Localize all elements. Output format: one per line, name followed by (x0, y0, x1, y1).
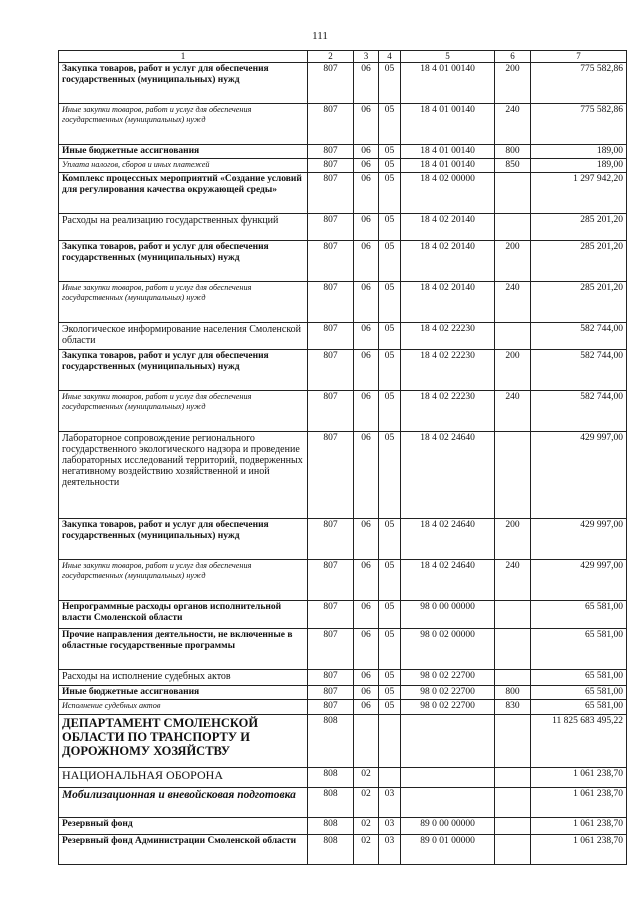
cell-expense-type (495, 788, 531, 818)
cell-ministry-code: 807 (308, 63, 354, 104)
cell-target-article: 18 4 02 00000 (401, 173, 495, 214)
cell-subsection-code: 05 (379, 391, 401, 432)
cell-section-code: 06 (354, 629, 379, 670)
table-header-row (59, 51, 627, 63)
cell-section-code: 02 (354, 818, 379, 835)
row-label: Иные закупки товаров, работ и услуг для обеспечения государственных (муниципальных) нужд (59, 104, 308, 145)
cell-section-code: 06 (354, 519, 379, 560)
row-label: Экологическое информирование населения Смоленской области (59, 323, 308, 350)
cell-ministry-code: 807 (308, 601, 354, 629)
cell-target-article: 18 4 01 00140 (401, 159, 495, 173)
cell-expense-type (495, 670, 531, 686)
cell-section-code: 06 (354, 173, 379, 214)
cell-target-article: 89 0 00 00000 (401, 818, 495, 835)
cell-amount: 65 581,00 (531, 686, 627, 700)
header-cell: 2 (308, 51, 354, 63)
cell-section-code: 06 (354, 145, 379, 159)
cell-amount: 1 061 238,70 (531, 835, 627, 865)
cell-expense-type: 200 (495, 241, 531, 282)
row-label: Уплата налогов, сборов и иных платежей (59, 159, 308, 173)
cell-section-code: 06 (354, 104, 379, 145)
cell-ministry-code: 807 (308, 323, 354, 350)
cell-subsection-code: 05 (379, 214, 401, 241)
table-row (59, 601, 627, 629)
cell-target-article: 18 4 02 24640 (401, 432, 495, 519)
cell-expense-type (495, 214, 531, 241)
cell-expense-type (495, 818, 531, 835)
cell-target-article: 18 4 02 22230 (401, 323, 495, 350)
table-row (59, 432, 627, 519)
table-row (59, 145, 627, 159)
cell-target-article: 18 4 02 24640 (401, 519, 495, 560)
cell-ministry-code: 807 (308, 145, 354, 159)
table-row (59, 768, 627, 788)
cell-ministry-code: 808 (308, 835, 354, 865)
cell-amount: 429 997,00 (531, 560, 627, 601)
table-row (59, 241, 627, 282)
row-label: Комплекс процессных мероприятий «Создание условий для регулирования качества окружающей среды» (59, 173, 308, 214)
cell-section-code: 02 (354, 768, 379, 788)
table-row (59, 670, 627, 686)
cell-expense-type (495, 768, 531, 788)
table-row (59, 104, 627, 145)
table-row (59, 560, 627, 601)
cell-expense-type: 850 (495, 159, 531, 173)
cell-subsection-code: 05 (379, 560, 401, 601)
cell-section-code: 06 (354, 601, 379, 629)
cell-amount: 285 201,20 (531, 282, 627, 323)
row-label: Иные бюджетные ассигнования (59, 145, 308, 159)
cell-section-code: 06 (354, 241, 379, 282)
cell-amount: 1 297 942,20 (531, 173, 627, 214)
table-row (59, 629, 627, 670)
cell-subsection-code (379, 715, 401, 768)
row-label: Расходы на реализацию государственных функций (59, 214, 308, 241)
cell-ministry-code: 807 (308, 173, 354, 214)
cell-target-article: 98 0 00 00000 (401, 601, 495, 629)
table-row (59, 686, 627, 700)
cell-subsection-code: 03 (379, 818, 401, 835)
cell-expense-type: 240 (495, 560, 531, 601)
cell-section-code: 06 (354, 159, 379, 173)
header-cell: 5 (401, 51, 495, 63)
table-row (59, 350, 627, 391)
cell-target-article: 18 4 01 00140 (401, 63, 495, 104)
header-cell: 1 (59, 51, 308, 63)
cell-amount: 189,00 (531, 145, 627, 159)
row-label: Иные закупки товаров, работ и услуг для обеспечения государственных (муниципальных) нужд (59, 560, 308, 601)
cell-amount: 65 581,00 (531, 700, 627, 715)
table-row (59, 173, 627, 214)
page-number: 111 (312, 30, 328, 42)
cell-expense-type: 200 (495, 63, 531, 104)
cell-section-code: 06 (354, 670, 379, 686)
cell-expense-type: 800 (495, 145, 531, 159)
cell-ministry-code: 807 (308, 104, 354, 145)
cell-target-article: 18 4 01 00140 (401, 104, 495, 145)
table-row (59, 788, 627, 818)
header-cell: 4 (379, 51, 401, 63)
cell-subsection-code: 03 (379, 788, 401, 818)
row-label: Резервный фонд Администрации Смоленской области (59, 835, 308, 865)
cell-ministry-code: 808 (308, 715, 354, 768)
cell-subsection-code: 05 (379, 323, 401, 350)
cell-amount: 582 744,00 (531, 391, 627, 432)
cell-ministry-code: 807 (308, 391, 354, 432)
header-cell: 6 (495, 51, 531, 63)
cell-target-article: 18 4 02 22230 (401, 350, 495, 391)
cell-amount: 65 581,00 (531, 601, 627, 629)
cell-ministry-code: 807 (308, 519, 354, 560)
table-row (59, 391, 627, 432)
cell-amount: 1 061 238,70 (531, 788, 627, 818)
cell-subsection-code: 05 (379, 63, 401, 104)
cell-target-article: 98 0 02 00000 (401, 629, 495, 670)
cell-expense-type (495, 323, 531, 350)
cell-amount: 429 997,00 (531, 519, 627, 560)
cell-amount: 582 744,00 (531, 350, 627, 391)
cell-target-article: 18 4 01 00140 (401, 145, 495, 159)
row-label: Резервный фонд (59, 818, 308, 835)
cell-subsection-code: 05 (379, 519, 401, 560)
cell-section-code: 06 (354, 350, 379, 391)
cell-expense-type: 240 (495, 104, 531, 145)
cell-section-code: 06 (354, 214, 379, 241)
row-label: Иные бюджетные ассигнования (59, 686, 308, 700)
cell-target-article: 18 4 02 20140 (401, 282, 495, 323)
cell-ministry-code: 807 (308, 350, 354, 391)
row-label: Иные закупки товаров, работ и услуг для обеспечения государственных (муниципальных) нужд (59, 391, 308, 432)
cell-subsection-code: 05 (379, 104, 401, 145)
cell-expense-type (495, 601, 531, 629)
table-row (59, 323, 627, 350)
cell-section-code: 06 (354, 432, 379, 519)
table-row (59, 519, 627, 560)
row-label: Закупка товаров, работ и услуг для обеспечения государственных (муниципальных) нужд (59, 241, 308, 282)
cell-ministry-code: 808 (308, 818, 354, 835)
table-row (59, 214, 627, 241)
cell-subsection-code: 05 (379, 282, 401, 323)
cell-section-code: 06 (354, 282, 379, 323)
cell-section-code: 02 (354, 788, 379, 818)
cell-target-article: 98 0 02 22700 (401, 670, 495, 686)
row-label: Прочие направления деятельности, не включенные в областные государственные программы (59, 629, 308, 670)
cell-subsection-code: 05 (379, 145, 401, 159)
cell-ministry-code: 807 (308, 700, 354, 715)
cell-ministry-code: 807 (308, 629, 354, 670)
cell-amount: 189,00 (531, 159, 627, 173)
table-row (59, 700, 627, 715)
cell-ministry-code: 807 (308, 159, 354, 173)
cell-section-code: 06 (354, 686, 379, 700)
row-label: НАЦИОНАЛЬНАЯ ОБОРОНА (59, 768, 308, 788)
header-cell: 7 (531, 51, 627, 63)
cell-amount: 582 744,00 (531, 323, 627, 350)
cell-amount: 65 581,00 (531, 670, 627, 686)
row-label: Расходы на исполнение судебных актов (59, 670, 308, 686)
cell-amount: 429 997,00 (531, 432, 627, 519)
cell-target-article: 98 0 02 22700 (401, 700, 495, 715)
row-label: Иные закупки товаров, работ и услуг для обеспечения государственных (муниципальных) нужд (59, 282, 308, 323)
cell-ministry-code: 808 (308, 788, 354, 818)
cell-expense-type: 830 (495, 700, 531, 715)
cell-expense-type (495, 715, 531, 768)
cell-expense-type (495, 629, 531, 670)
table-row (59, 63, 627, 104)
cell-target-article: 89 0 01 00000 (401, 835, 495, 865)
cell-target-article: 18 4 02 20140 (401, 241, 495, 282)
cell-ministry-code: 807 (308, 560, 354, 601)
cell-amount: 65 581,00 (531, 629, 627, 670)
table-row (59, 159, 627, 173)
cell-subsection-code (379, 768, 401, 788)
cell-subsection-code: 05 (379, 700, 401, 715)
table-row (59, 818, 627, 835)
cell-ministry-code: 808 (308, 768, 354, 788)
cell-subsection-code: 03 (379, 835, 401, 865)
row-label: Лабораторное сопровождение регионального государственного экологического надзора и проведение лабораторных исследований территорий, подверженных негативному воздействию хозяйственной и иной деятельности (59, 432, 308, 519)
row-label: Закупка товаров, работ и услуг для обеспечения государственных (муниципальных) нужд (59, 350, 308, 391)
cell-ministry-code: 807 (308, 214, 354, 241)
cell-target-article: 18 4 02 20140 (401, 214, 495, 241)
row-label: Закупка товаров, работ и услуг для обеспечения государственных (муниципальных) нужд (59, 63, 308, 104)
cell-expense-type (495, 173, 531, 214)
cell-subsection-code: 05 (379, 241, 401, 282)
cell-amount: 1 061 238,70 (531, 768, 627, 788)
cell-ministry-code: 807 (308, 432, 354, 519)
cell-expense-type: 240 (495, 282, 531, 323)
cell-target-article (401, 788, 495, 818)
cell-subsection-code: 05 (379, 173, 401, 214)
cell-ministry-code: 807 (308, 686, 354, 700)
cell-target-article (401, 768, 495, 788)
cell-expense-type: 240 (495, 391, 531, 432)
cell-subsection-code: 05 (379, 629, 401, 670)
cell-section-code: 02 (354, 835, 379, 865)
cell-subsection-code: 05 (379, 432, 401, 519)
table-row (59, 715, 627, 768)
cell-subsection-code: 05 (379, 159, 401, 173)
cell-subsection-code: 05 (379, 350, 401, 391)
row-label: ДЕПАРТАМЕНТ СМОЛЕНСКОЙ ОБЛАСТИ ПО ТРАНСПОРТУ И ДОРОЖНОМУ ХОЗЯЙСТВУ (59, 715, 308, 768)
cell-section-code: 06 (354, 560, 379, 601)
cell-expense-type: 200 (495, 519, 531, 560)
cell-amount: 775 582,86 (531, 104, 627, 145)
cell-amount: 775 582,86 (531, 63, 627, 104)
row-label: Закупка товаров, работ и услуг для обеспечения государственных (муниципальных) нужд (59, 519, 308, 560)
cell-expense-type: 200 (495, 350, 531, 391)
cell-ministry-code: 807 (308, 282, 354, 323)
cell-ministry-code: 807 (308, 670, 354, 686)
cell-target-article (401, 715, 495, 768)
cell-section-code: 06 (354, 323, 379, 350)
row-label: Мобилизационная и вневойсковая подготовка (59, 788, 308, 818)
cell-subsection-code: 05 (379, 670, 401, 686)
table-row (59, 282, 627, 323)
cell-target-article: 18 4 02 22230 (401, 391, 495, 432)
cell-amount: 1 061 238,70 (531, 818, 627, 835)
cell-section-code: 06 (354, 700, 379, 715)
cell-section-code: 06 (354, 391, 379, 432)
cell-expense-type (495, 835, 531, 865)
cell-expense-type: 800 (495, 686, 531, 700)
cell-amount: 11 825 683 495,22 (531, 715, 627, 768)
cell-subsection-code: 05 (379, 601, 401, 629)
row-label: Исполнение судебных актов (59, 700, 308, 715)
cell-amount: 285 201,20 (531, 214, 627, 241)
cell-target-article: 18 4 02 24640 (401, 560, 495, 601)
budget-table (58, 50, 627, 865)
cell-section-code (354, 715, 379, 768)
table-row (59, 835, 627, 865)
cell-amount: 285 201,20 (531, 241, 627, 282)
cell-target-article: 98 0 02 22700 (401, 686, 495, 700)
cell-subsection-code: 05 (379, 686, 401, 700)
cell-expense-type (495, 432, 531, 519)
cell-section-code: 06 (354, 63, 379, 104)
header-cell: 3 (354, 51, 379, 63)
row-label: Непрограммные расходы органов исполнительной власти Смоленской области (59, 601, 308, 629)
cell-ministry-code: 807 (308, 241, 354, 282)
